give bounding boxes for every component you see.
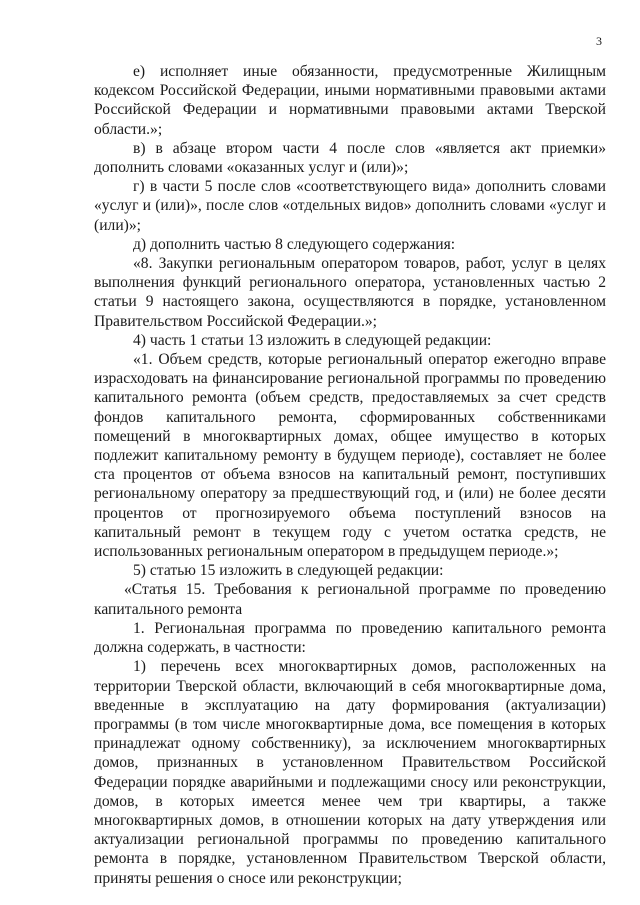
paragraph: д) дополнить частью 8 следующего содержания: [133, 235, 456, 253]
document-body [94, 62, 606, 888]
paragraph: в) в абзаце втором части 4 после слов «является акт приемки» дополнить словами «оказанных услуг и (или)»; [94, 139, 606, 177]
paragraph: «Статья 15. Требования к региональной программе по проведению капитального ремонта [94, 581, 606, 618]
page-number: 3 [596, 34, 602, 48]
paragraph: 4) часть 1 статьи 13 изложить в следующей редакции: [133, 331, 492, 349]
paragraph: г) в части 5 после слов «соответствующего вида» дополнить словами «услуг и (или)», после слов «отдельных видов» дополнить словами «услуг и (или)»; [94, 178, 606, 234]
paragraph: 1) перечень всех многоквартирных домов, расположенных на территории Тверской области, включающий в себя многоквартирные дома, введенные в эксплуатацию на дату формирования (актуализации) программы (в том числе многоквартирные дома, все помещения в которых принадлежат одному собственнику), за исключением многоквартирных домов, признанных в установленном Правительством Российской Федерации порядке аварийными и подлежащими сносу или реконструкции, домов, в которых имеется менее чем три квартиры, а также многоквартирных домов, в отношении которых на дату утверждения или актуализации региональной программы по проведению капитального ремонта в порядке, установленном Правительством Тверской области, приняты решения о сносе или реконструкции; [94, 658, 606, 887]
paragraph: «8. Закупки региональным оператором товаров, работ, услуг в целях выполнения функций регионального оператора, установленных частью 2 статьи 9 настоящего закона, осуществляются в порядке, установленном Правительством Российской Федерации.»; [94, 255, 606, 330]
paragraph: 1. Региональная программа по проведению капитального ремонта должна содержать, в частности: [94, 619, 606, 657]
paragraph: 5) статью 15 изложить в следующей редакции: [133, 562, 444, 580]
paragraph: е) исполняет иные обязанности, предусмотренные Жилищным кодексом Российской Федерации, иными нормативными правовыми актами Российской Федерации и нормативными правовыми актами Тверской области.»; [94, 63, 606, 138]
paragraph: «1. Объем средств, которые региональный оператор ежегодно вправе израсходовать на финансирование региональной программы по проведению капитального ремонта (объем средств, предоставляемых за счет средств фондов капитального ремонта, сформированных собственниками помещений в многоквартирных домах, общее имущество в которых подлежит капитальному ремонту в будущем периоде), составляет не более ста процентов от объема взносов на капитальный ремонт, поступивших региональному оператору за предшествующий год, и (или) не более десяти процентов от прогнозируемого объема поступлений взносов на капитальный ремонт в текущем году с учетом остатка средств, не использованных региональным оператором в предыдущем периоде.»; [94, 351, 606, 561]
